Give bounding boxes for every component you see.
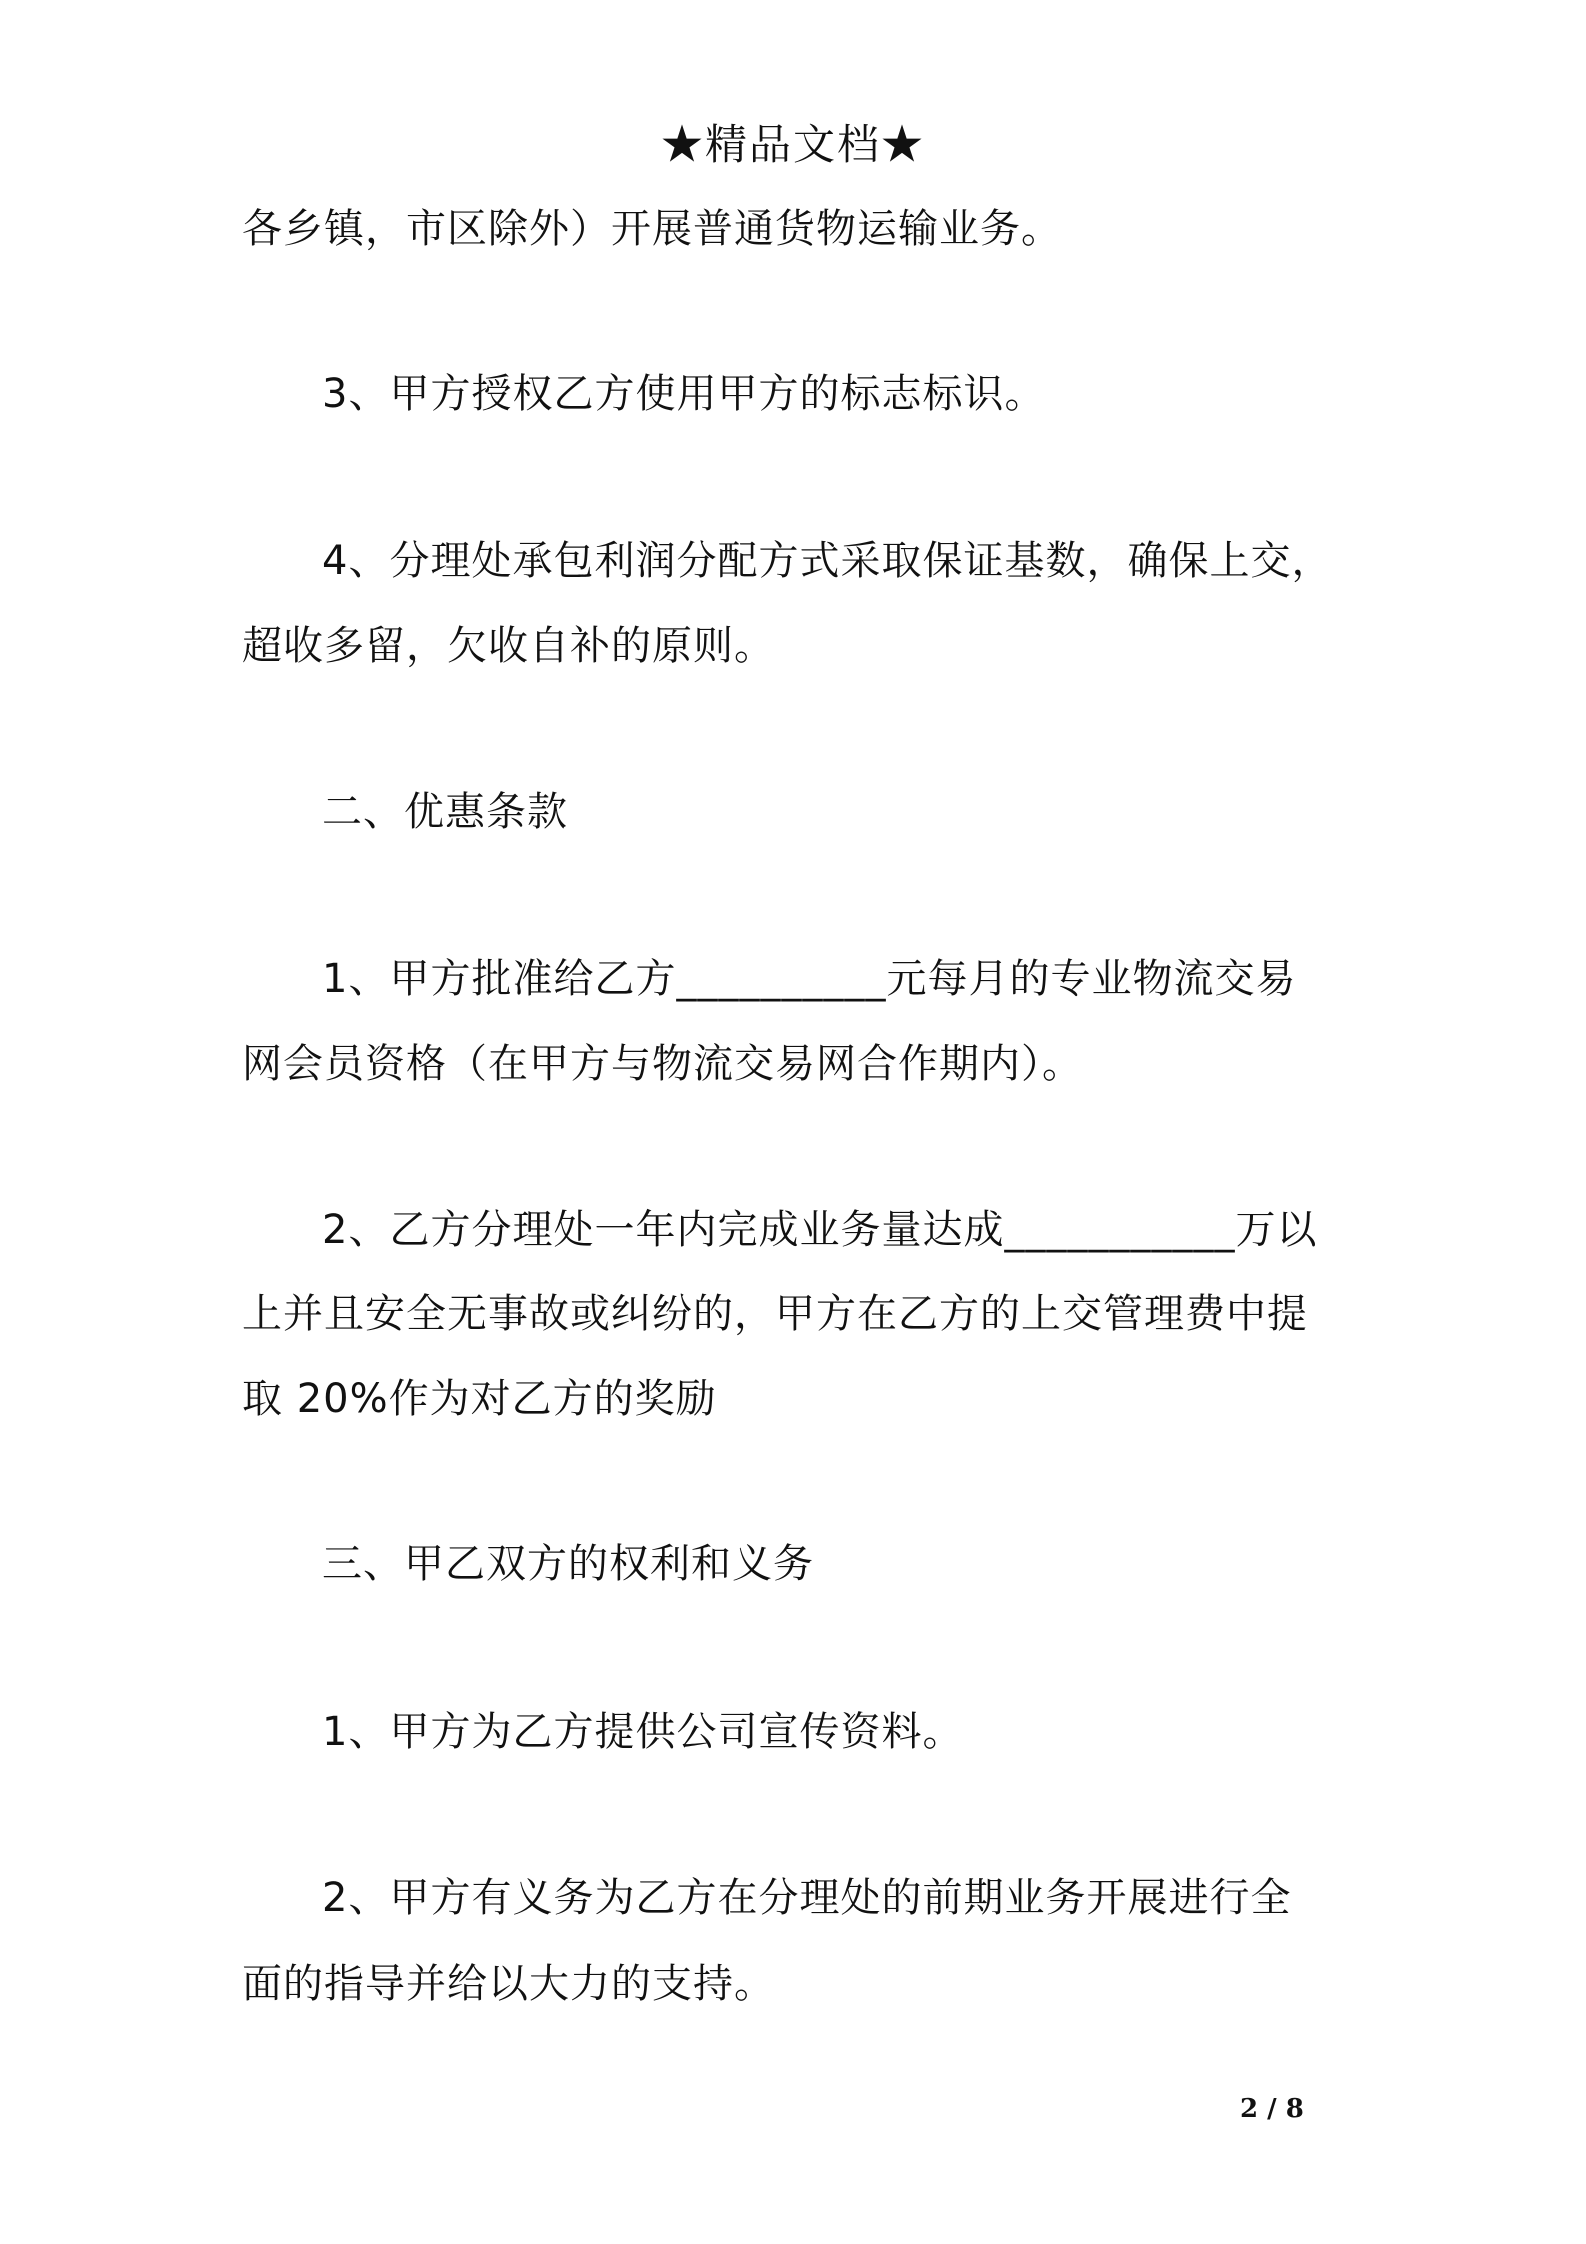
text-line: 取 20%作为对乙方的奖励 [242,1376,717,1422]
text-line: 1、甲方批准给乙方__________元每月的专业物流交易 [322,956,1297,1002]
text-line: 2、乙方分理处一年内完成业务量达成___________万以 [322,1207,1318,1253]
text-line: 1、甲方为乙方提供公司宣传资料。 [322,1709,964,1755]
page-number: 2 / 8 [1240,2094,1304,2124]
text-line: 网会员资格（在甲方与物流交易网合作期内）。 [242,1041,1083,1087]
text-line: 面的指导并给以大力的支持。 [242,1961,775,2007]
section-heading: 三、甲乙双方的权利和义务 [322,1541,814,1587]
text-line: 各乡镇，市区除外）开展普通货物运输业务。 [242,206,1062,252]
text-line: 4、分理处承包利润分配方式采取保证基数，确保上交， [322,538,1333,584]
text-line: 3、甲方授权乙方使用甲方的标志标识。 [322,371,1046,417]
header-title: ★精品文档★ [660,120,925,169]
text-line: 2、甲方有义务为乙方在分理处的前期业务开展进行全 [322,1875,1292,1921]
section-heading: 二、优惠条款 [322,789,568,835]
text-line: 上并且安全无事故或纠纷的，甲方在乙方的上交管理费中提 [242,1291,1308,1337]
text-line: 超收多留，欠收自补的原则。 [242,623,775,669]
